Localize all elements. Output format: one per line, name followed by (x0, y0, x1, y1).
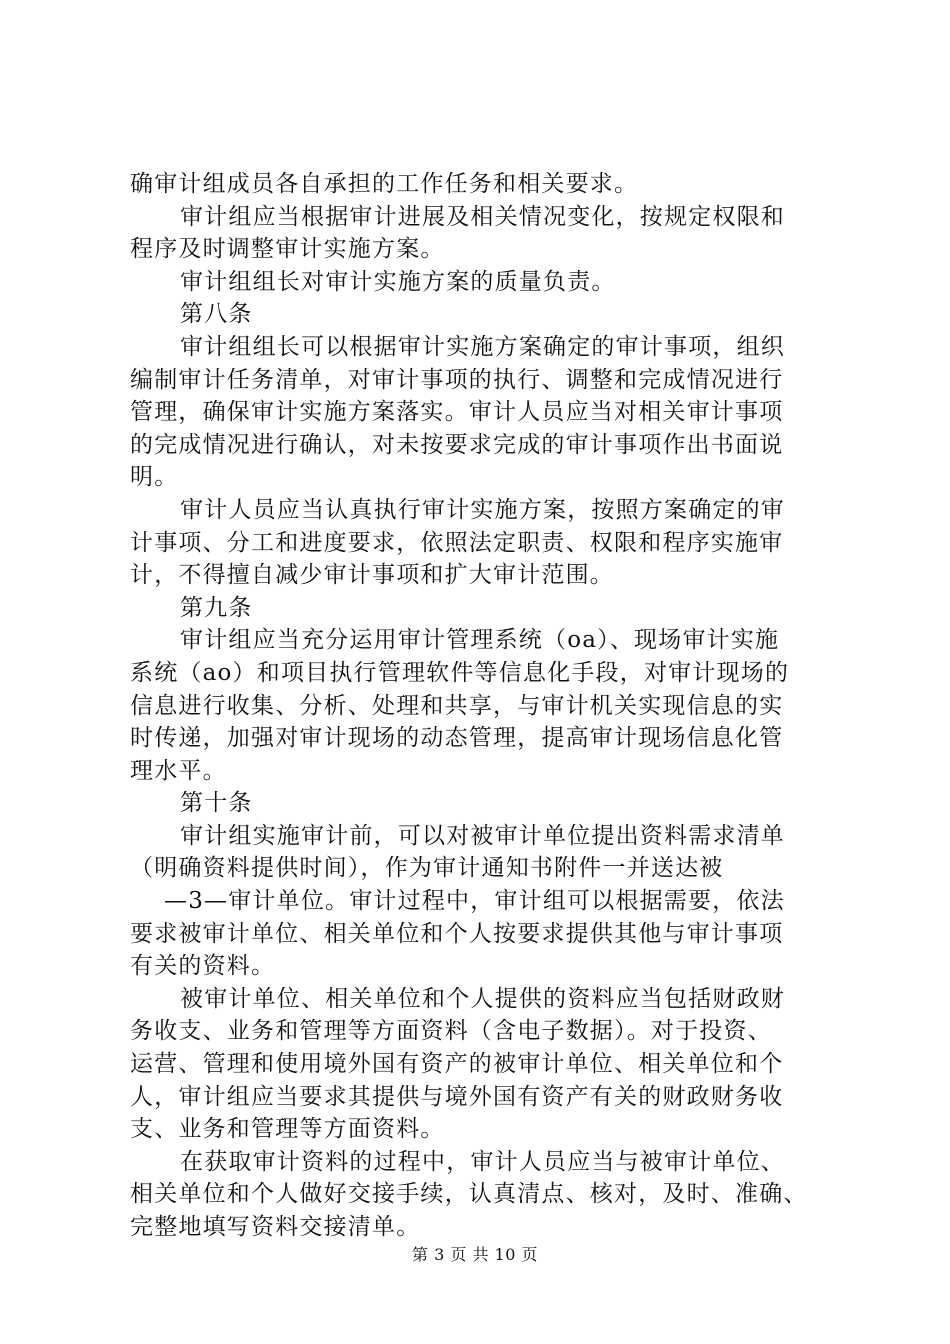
text-line: 务收支、业务和管理等方面资料（含电子数据）。对于投资、 (130, 1018, 772, 1045)
text-line: 要求被审计单位、相关单位和个人按要求提供其他与审计事项 (130, 920, 784, 947)
text-line: 第八条 (180, 301, 253, 328)
text-line: 时传递，加强对审计现场的动态管理，提高审计现场信息化管 (130, 725, 784, 752)
text-line: 相关单位和个人做好交接手续，认真清点、核对，及时、准确、 (130, 1181, 808, 1208)
text-line: 人，审计组应当要求其提供与境外国有资产有关的财政财务收 (130, 1083, 784, 1110)
text-line: 审计组组长对审计实施方案的质量负责。 (180, 268, 616, 295)
text-line: 支、业务和管理等方面资料。 (130, 1116, 445, 1143)
text-line: —3—审计单位。审计过程中，审计组可以根据需要，依法 (164, 888, 785, 915)
document-body (130, 168, 850, 1244)
text-line: 第十条 (180, 790, 253, 817)
text-line: 明。 (130, 464, 179, 491)
text-line: 编制审计任务清单，对审计事项的执行、调整和完成情况进行 (130, 366, 784, 393)
text-line: 审计组实施审计前，可以对被审计单位提出资料需求清单 (180, 822, 785, 849)
text-line: 第九条 (180, 594, 253, 621)
text-line: 审计组应当充分运用审计管理系统（oa）、现场审计实施 (180, 627, 780, 654)
text-line: 程序及时调整审计实施方案。 (130, 236, 445, 263)
text-line: 计，不得擅自减少审计事项和扩大审计范围。 (130, 562, 614, 589)
text-line: 审计组应当根据审计进展及相关情况变化，按规定权限和 (180, 203, 785, 230)
text-line: （明确资料提供时间），作为审计通知书附件一并送达被 (130, 855, 724, 882)
text-line: 审计人员应当认真执行审计实施方案，按照方案确定的审 (180, 496, 785, 523)
text-line: 计事项、分工和进度要求，依照法定职责、权限和程序实施审 (130, 529, 784, 556)
text-line: 在获取审计资料的过程中，审计人员应当与被审计单位、 (180, 1148, 785, 1175)
text-line: 运营、管理和使用境外国有资产的被审计单位、相关单位和个 (130, 1051, 784, 1078)
text-line: 的完成情况进行确认，对未按要求完成的审计事项作出书面说 (130, 431, 784, 458)
page-footer: 第 3 页 共 10 页 (412, 1245, 538, 1264)
text-line: 有关的资料。 (130, 953, 276, 980)
text-line: 被审计单位、相关单位和个人提供的资料应当包括财政财 (180, 985, 785, 1012)
text-line: 确审计组成员各自承担的工作任务和相关要求。 (130, 171, 639, 197)
text-line: 审计组组长可以根据审计实施方案确定的审计事项，组织 (180, 333, 785, 360)
text-line: 信息进行收集、分析、处理和共享，与审计机关实现信息的实 (130, 692, 784, 719)
text-line: 管理，确保审计实施方案落实。审计人员应当对相关审计事项 (130, 399, 784, 426)
text-line: 系统（ao）和项目执行管理软件等信息化手段，对审计现场的 (130, 659, 790, 686)
text-line: 完整地填写资料交接清单。 (130, 1214, 421, 1240)
text-line: 理水平。 (130, 757, 227, 784)
